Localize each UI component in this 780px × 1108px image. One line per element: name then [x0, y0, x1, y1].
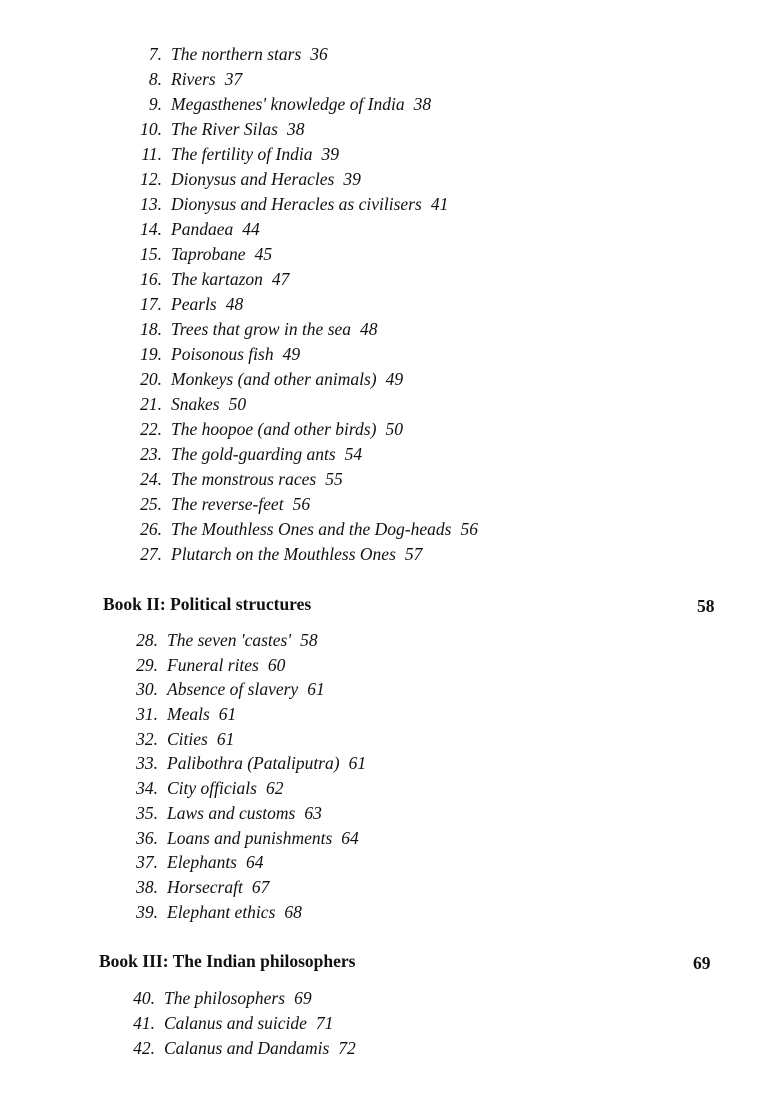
entry-page: 61 — [216, 728, 235, 749]
entry-number: 7. — [148, 44, 162, 64]
entry-title: Trees that grow in the sea — [171, 319, 352, 339]
entry-title: Pearls — [171, 294, 217, 314]
toc-entry — [125, 986, 356, 1011]
entry-number: 11. — [141, 144, 162, 164]
entry-title: Snakes — [171, 394, 220, 414]
entry-page: 58 — [300, 630, 318, 650]
entry-page: 54 — [344, 444, 363, 464]
entry-page: 68 — [284, 901, 302, 922]
toc-entry — [132, 317, 478, 342]
toc-entry — [128, 850, 366, 875]
entry-page: 56 — [460, 519, 478, 539]
entry-title: Plutarch on the Mouthless Ones — [171, 544, 396, 564]
entry-number: 25. — [140, 494, 162, 514]
toc-entry — [132, 192, 478, 217]
entry-number: 28. — [136, 630, 158, 650]
entry-page: 37 — [224, 69, 243, 89]
entry-page: 67 — [251, 876, 270, 897]
entry-number: 18. — [140, 319, 162, 339]
entry-page: 50 — [228, 394, 247, 414]
entry-number: 19. — [140, 344, 162, 364]
entry-title: Pandaea — [171, 219, 234, 239]
entry-page: 38 — [286, 119, 305, 139]
entry-title: Dionysus and Heracles as civilisers — [171, 194, 422, 214]
entry-page: 61 — [307, 679, 325, 700]
entry-title: The River Silas — [171, 119, 278, 139]
entry-number: 34. — [136, 778, 158, 799]
toc-entry — [128, 826, 366, 851]
toc-entry — [128, 875, 366, 900]
entry-number: 12. — [140, 169, 162, 189]
entry-number: 21. — [140, 394, 162, 414]
toc-entry — [132, 67, 478, 92]
toc-entry — [132, 542, 478, 567]
entry-title: The fertility of India — [171, 144, 313, 164]
entry-number: 13. — [140, 194, 162, 214]
toc-entry — [132, 442, 478, 467]
toc-entry — [128, 702, 366, 727]
entry-title: The kartazon — [171, 269, 263, 289]
entry-number: 14. — [140, 219, 162, 239]
entry-title: Absence of slavery — [167, 679, 299, 700]
entry-number: 22. — [140, 419, 162, 439]
toc-entry — [128, 801, 366, 826]
entry-title: The seven 'castes' — [167, 630, 292, 650]
entry-title: Meals — [167, 704, 210, 725]
entry-page: 60 — [267, 654, 286, 675]
entry-page: 39 — [343, 169, 361, 189]
toc-entry — [128, 653, 366, 678]
entry-page: 49 — [282, 344, 301, 364]
entry-page: 36 — [310, 44, 328, 64]
toc-list-book-1-continued — [132, 42, 478, 567]
entry-number: 33. — [136, 753, 158, 774]
entry-page: 57 — [404, 544, 423, 564]
entry-title: Funeral rites — [167, 654, 259, 675]
entry-page: 61 — [348, 753, 367, 774]
toc-list-book-3 — [125, 986, 356, 1061]
entry-number: 38. — [136, 876, 158, 897]
entry-number: 8. — [148, 69, 162, 89]
entry-title: Laws and customs — [167, 802, 296, 823]
entry-title: Megasthenes' knowledge of India — [171, 94, 405, 114]
entry-page: 69 — [294, 988, 312, 1008]
entry-title: The northern stars — [171, 44, 302, 64]
entry-number: 30. — [136, 679, 158, 700]
entry-number: 39. — [136, 901, 158, 922]
entry-number: 40. — [133, 988, 155, 1008]
entry-page: 56 — [292, 494, 311, 514]
entry-title: Monkeys (and other animals) — [171, 369, 377, 389]
entry-title: City officials — [167, 778, 257, 799]
toc-entry — [128, 628, 366, 653]
entry-title: The Mouthless Ones and the Dog-heads — [171, 519, 452, 539]
entry-page: 72 — [338, 1038, 356, 1058]
entry-number: 23. — [140, 444, 162, 464]
book-3-page-number: 69 — [693, 953, 711, 973]
toc-entry — [132, 492, 478, 517]
entry-number: 41. — [133, 1013, 155, 1033]
entry-page: 61 — [218, 704, 237, 725]
entry-number: 9. — [148, 94, 162, 114]
entry-page: 64 — [246, 852, 264, 873]
entry-title: Dionysus and Heracles — [171, 169, 335, 189]
entry-title: Calanus and suicide — [164, 1013, 307, 1033]
entry-number: 10. — [140, 119, 162, 139]
entry-page: 55 — [325, 469, 343, 489]
toc-entry — [128, 900, 366, 925]
toc-entry — [132, 392, 478, 417]
entry-title: Taprobane — [171, 244, 246, 264]
entry-page: 64 — [341, 827, 359, 848]
entry-page: 62 — [265, 778, 284, 799]
entry-title: Elephant ethics — [167, 901, 276, 922]
toc-entry — [128, 727, 366, 752]
entry-page: 48 — [225, 294, 244, 314]
entry-page: 63 — [304, 802, 322, 823]
entry-number: 27. — [140, 544, 162, 564]
entry-number: 29. — [136, 654, 158, 675]
entry-title: Loans and punishments — [167, 827, 333, 848]
entry-title: Poisonous fish — [171, 344, 274, 364]
entry-number: 24. — [140, 469, 162, 489]
toc-entry — [132, 417, 478, 442]
entry-page: 38 — [413, 94, 432, 114]
toc-entry — [132, 92, 478, 117]
toc-entry — [132, 367, 478, 392]
toc-entry — [132, 117, 478, 142]
entry-page: 41 — [430, 194, 449, 214]
entry-page: 50 — [385, 419, 403, 439]
entry-number: 31. — [136, 704, 158, 725]
entry-title: The hoopoe (and other birds) — [171, 419, 377, 439]
entry-number: 36. — [136, 827, 158, 848]
entry-title: Elephants — [167, 852, 237, 873]
entry-page: 71 — [315, 1013, 334, 1033]
entry-number: 20. — [140, 369, 162, 389]
toc-entry — [125, 1036, 356, 1061]
toc-entry — [132, 217, 478, 242]
entry-number: 26. — [140, 519, 162, 539]
entry-title: Cities — [167, 728, 208, 749]
entry-number: 42. — [133, 1038, 155, 1058]
entry-title: The reverse-feet — [171, 494, 284, 514]
entry-number: 15. — [140, 244, 162, 264]
entry-title: Horsecraft — [167, 876, 243, 897]
entry-page: 45 — [254, 244, 273, 264]
toc-entry — [132, 342, 478, 367]
entry-number: 35. — [136, 802, 158, 823]
entry-number: 32. — [136, 728, 158, 749]
entry-title: The gold-guarding ants — [171, 444, 336, 464]
book-2-heading: Book II: Political structures — [103, 594, 312, 614]
toc-entry — [128, 677, 366, 702]
toc-entry — [132, 167, 478, 192]
toc-entry — [128, 776, 366, 801]
entry-page: 49 — [385, 369, 404, 389]
toc-entry — [132, 267, 478, 292]
entry-page: 48 — [360, 319, 378, 339]
entry-page: 44 — [242, 219, 260, 239]
entry-title: The monstrous races — [171, 469, 317, 489]
entry-number: 37. — [136, 852, 158, 873]
entry-page: 39 — [321, 144, 339, 164]
entry-number: 16. — [140, 269, 162, 289]
entry-title: Rivers — [171, 69, 216, 89]
toc-entry — [132, 242, 478, 267]
toc-entry — [132, 42, 478, 67]
entry-page: 47 — [271, 269, 290, 289]
entry-title: Palibothra (Pataliputra) — [167, 753, 340, 774]
toc-entry — [132, 517, 478, 542]
entry-title: The philosophers — [164, 988, 286, 1008]
toc-list-book-2 — [128, 628, 366, 924]
entry-title: Calanus and Dandamis — [164, 1038, 330, 1058]
book-2-page-number: 58 — [697, 596, 715, 616]
toc-entry — [132, 467, 478, 492]
toc-entry — [132, 292, 478, 317]
toc-entry — [128, 751, 366, 776]
book-3-heading: Book III: The Indian philosophers — [99, 951, 356, 971]
toc-entry — [125, 1011, 356, 1036]
entry-number: 17. — [140, 294, 162, 314]
toc-entry — [132, 142, 478, 167]
